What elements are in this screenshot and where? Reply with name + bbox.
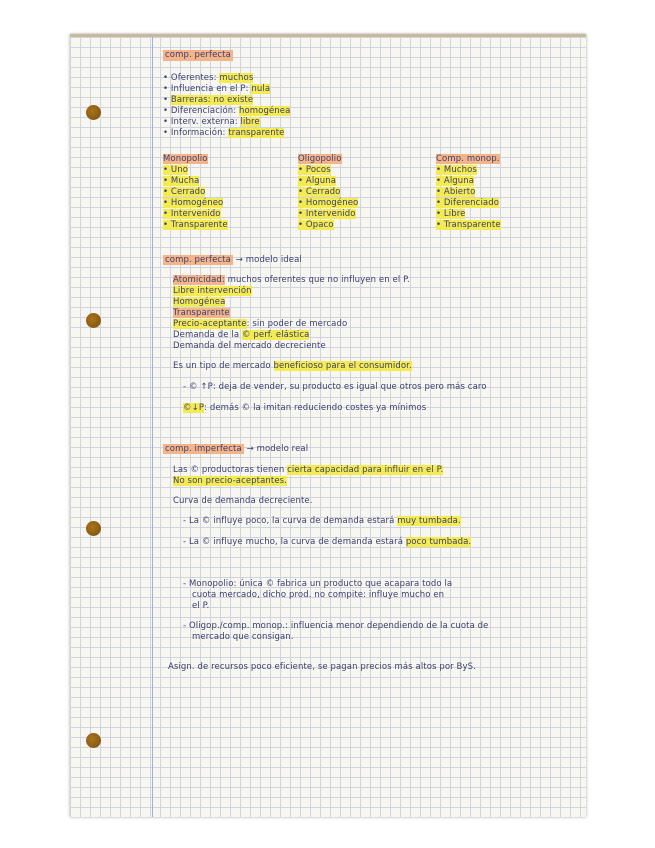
- column-monopolio: [163, 154, 228, 231]
- list-item: • Cerrado: [163, 187, 206, 197]
- text-line: No son precio-aceptantes.: [173, 476, 288, 486]
- column-oligopolio: [298, 154, 358, 231]
- list-item: • Oferentes: muchos: [163, 73, 254, 83]
- section2-heading-line: comp. perfecta → modelo ideal: [165, 255, 302, 265]
- text-line: Transparente: [173, 308, 230, 318]
- text-line: Es un tipo de mercado beneficioso para el consumidor.: [173, 361, 412, 371]
- list-item: • Libre: [436, 209, 466, 219]
- column-title: Monopolio: [163, 154, 208, 164]
- text-line: Las © productoras tienen cierta capacidad para influir en el P.: [173, 465, 444, 475]
- list-item: • Diferenciado: [436, 198, 500, 208]
- list-item: • Homogéneo: [298, 198, 359, 208]
- bullet-line: - La © influye poco, la curva de demanda estará muy tumbada.: [183, 516, 461, 526]
- bullet-line: - © ↑P: deja de vender, su producto es igual que otros pero más caro: [183, 382, 487, 392]
- footer-line: Asign. de recursos poco eficiente, se pagan precios más altos por ByS.: [168, 662, 476, 672]
- list-item: • Abierto: [436, 187, 476, 197]
- list-item: • Información: transparente: [163, 128, 285, 138]
- punch-hole: [86, 105, 101, 120]
- section1-heading: comp. perfecta: [165, 50, 231, 60]
- list-item: • Barreras: no existe: [163, 95, 254, 105]
- list-item: • Alguna: [298, 176, 337, 186]
- text-line: Curva de demanda decreciente.: [173, 496, 313, 506]
- notebook-page: [70, 34, 586, 817]
- list-item: • Intervenido: [298, 209, 356, 219]
- list-item: • Pocos: [298, 165, 331, 175]
- list-item: • Muchos: [436, 165, 477, 175]
- bullet-line: - Monopolio: única © fabrica un producto que acapara todo la: [183, 579, 453, 589]
- text-line: Demanda del mercado decreciente: [173, 341, 326, 351]
- text-line: Homogénea: [173, 297, 226, 307]
- list-item: • Influencia en el P: nula: [163, 84, 271, 94]
- section3-heading-line: comp. imperfecta → modelo real: [165, 444, 309, 454]
- column-comp-monop: [436, 154, 501, 231]
- bullet-line-cont: mercado que consigan.: [192, 632, 294, 642]
- list-item: • Transparente: [163, 220, 228, 230]
- list-item: • Opaco: [298, 220, 334, 230]
- list-item: • Interv. externa: libre: [163, 117, 260, 127]
- bullet-line-cont: el P.: [192, 601, 210, 611]
- punch-hole: [86, 733, 101, 748]
- text-line: Libre intervención: [173, 286, 252, 296]
- column-title: Oligopolio: [298, 154, 342, 164]
- text-line: Demanda de la © perf. elástica: [173, 330, 310, 340]
- list-item: • Homogéneo: [163, 198, 224, 208]
- list-item: • Diferenciación: homogénea: [163, 106, 291, 116]
- punch-hole: [86, 313, 101, 328]
- list-item: • Intervenido: [163, 209, 221, 219]
- list-item: • Alguna: [436, 176, 475, 186]
- list-item: • Uno: [163, 165, 189, 175]
- text-line: Precio-aceptante: sin poder de mercado: [173, 319, 348, 329]
- list-item: • Mucha: [163, 176, 200, 186]
- bullet-line: - Oligop./comp. monop.: influencia menor dependiendo de la cuota de: [183, 621, 489, 631]
- bullet-line: - La © influye mucho, la curva de demanda estará poco tumbada.: [183, 537, 472, 547]
- bullet-line: ©↓P: demás © la imitan reduciendo costes ya mínimos: [183, 403, 427, 413]
- margin-line: [152, 37, 153, 817]
- bullet-line-cont: cuota mercado, dicho prod. no compite: influye mucho en: [192, 590, 445, 600]
- list-item: • Transparente: [436, 220, 501, 230]
- text-line: Atomicidad: muchos oferentes que no influyen en el P.: [173, 275, 410, 285]
- list-item: • Cerrado: [298, 187, 341, 197]
- column-title: Comp. monop.: [436, 154, 500, 164]
- punch-hole: [86, 521, 101, 536]
